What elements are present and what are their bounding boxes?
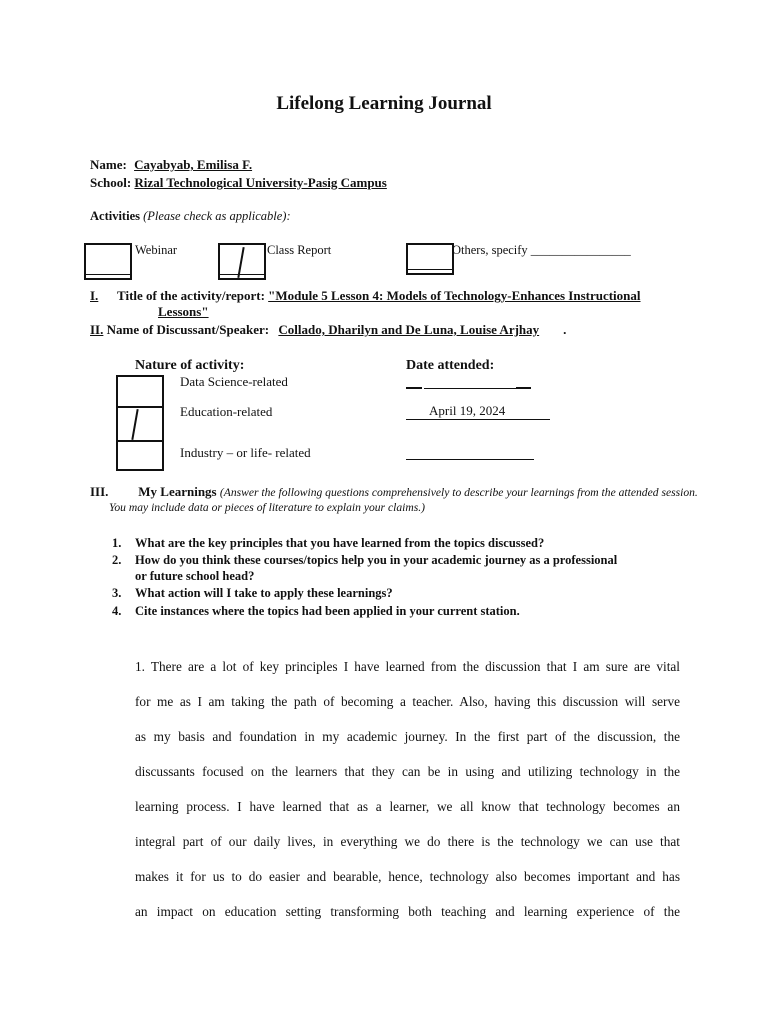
date-blank-line <box>424 388 516 389</box>
section-3-number: III. <box>90 484 109 499</box>
answer-line: learning process. I have learned that as a learner, we all know that technology becomes an <box>135 799 680 814</box>
nature-heading: Nature of activity: <box>135 358 245 373</box>
section-1-row <box>90 288 641 304</box>
question-text: Cite instances where the topics had been applied in your current station. <box>135 604 520 618</box>
education-checkbox[interactable] <box>116 406 164 442</box>
school-label: School: <box>90 175 132 190</box>
section-1-number: I. <box>90 288 99 303</box>
answer-line: for me as I am taking the path of becoming a teacher. Also, having this discussion will serve <box>135 694 680 709</box>
date-blank-line <box>406 459 534 460</box>
section-3-note: (Answer the following questions comprehensively to describe your learnings from the attended session. <box>219 486 698 499</box>
answer-paragraph <box>135 649 680 929</box>
question-text: or future school head? <box>135 569 255 583</box>
question-number: 2. <box>112 553 122 567</box>
section-2-value: Collado, Dharilyn and De Luna, Louise Arjhay <box>278 322 540 337</box>
activities-label: Activities <box>90 209 140 223</box>
date-value-field <box>406 403 550 420</box>
class-report-checkbox[interactable] <box>218 243 266 280</box>
date-blank-line <box>406 387 422 389</box>
others-checkbox[interactable] <box>406 243 454 275</box>
industry-label: Industry – or life- related <box>180 445 311 460</box>
school-value: Rizal Technological University-Pasig Campus <box>134 175 387 190</box>
data-science-label: Data Science-related <box>180 374 288 389</box>
question-text: What are the key principles that you have learned from the topics discussed? <box>135 536 545 550</box>
webinar-label: Webinar <box>135 243 178 257</box>
data-science-checkbox[interactable] <box>116 375 164 408</box>
education-label: Education-related <box>180 404 273 419</box>
question-number: 1. <box>112 536 122 550</box>
answer-line: an impact on education setting transforming both teaching and learning experience of the <box>135 904 680 919</box>
section-3-row <box>90 484 698 500</box>
section-2-number: II. <box>90 322 104 337</box>
name-row <box>90 157 252 173</box>
school-row <box>90 175 387 191</box>
class-report-label: Class Report <box>267 243 332 257</box>
answer-line: discussants focused on the learners that they can be in using and utilizing technology in the <box>135 764 680 779</box>
others-label: Others, specify ________________ <box>452 243 631 257</box>
section-2-row: II. Name of Discussant/Speaker: Collado, Dharilyn and De Luna, Louise Arjhay . <box>90 322 567 337</box>
section-1-value: "Module 5 Lesson 4: Models of Technology-Enhances Instructional <box>268 288 641 303</box>
answer-line: makes it for us to do easier and bearable, hence, technology also becomes important and has <box>135 869 680 884</box>
date-blank-line <box>516 387 531 389</box>
page-title: Lifelong Learning Journal <box>276 93 492 114</box>
answer-line: as my basis and foundation in my academic journey. In the first part of the discussion, the <box>135 729 680 744</box>
industry-checkbox[interactable] <box>116 440 164 471</box>
section-3-note-cont: You may include data or pieces of literature to explain your claims.) <box>109 501 425 514</box>
check-mark-icon <box>131 409 138 440</box>
question-text: How do you think these courses/topics help you in your academic journey as a professional <box>135 553 618 567</box>
question-text: What action will I take to apply these learnings? <box>135 586 393 600</box>
answer-line: integral part of our daily lives, in everything we do there is the technology we can use that <box>135 834 680 849</box>
date-value: April 19, 2024 <box>429 403 506 418</box>
section-3-label: My Learnings <box>138 484 217 499</box>
name-label: Name: <box>90 157 127 172</box>
question-number: 4. <box>112 604 122 618</box>
check-mark-icon <box>237 247 244 278</box>
section-1-value-cont: Lessons" <box>158 304 209 319</box>
section-2-label: Name of Discussant/Speaker: <box>106 322 270 337</box>
activities-row <box>90 209 291 224</box>
section-1-label: Title of the activity/report: <box>117 288 265 303</box>
name-value: Cayabyab, Emilisa F. <box>134 157 253 172</box>
activities-note: (Please check as applicable): <box>143 209 291 223</box>
webinar-checkbox[interactable] <box>84 243 132 280</box>
date-heading: Date attended: <box>406 358 495 373</box>
answer-line: 1. There are a lot of key principles I have learned from the discussion that I am sure are vital <box>135 659 680 674</box>
question-number: 3. <box>112 586 122 600</box>
